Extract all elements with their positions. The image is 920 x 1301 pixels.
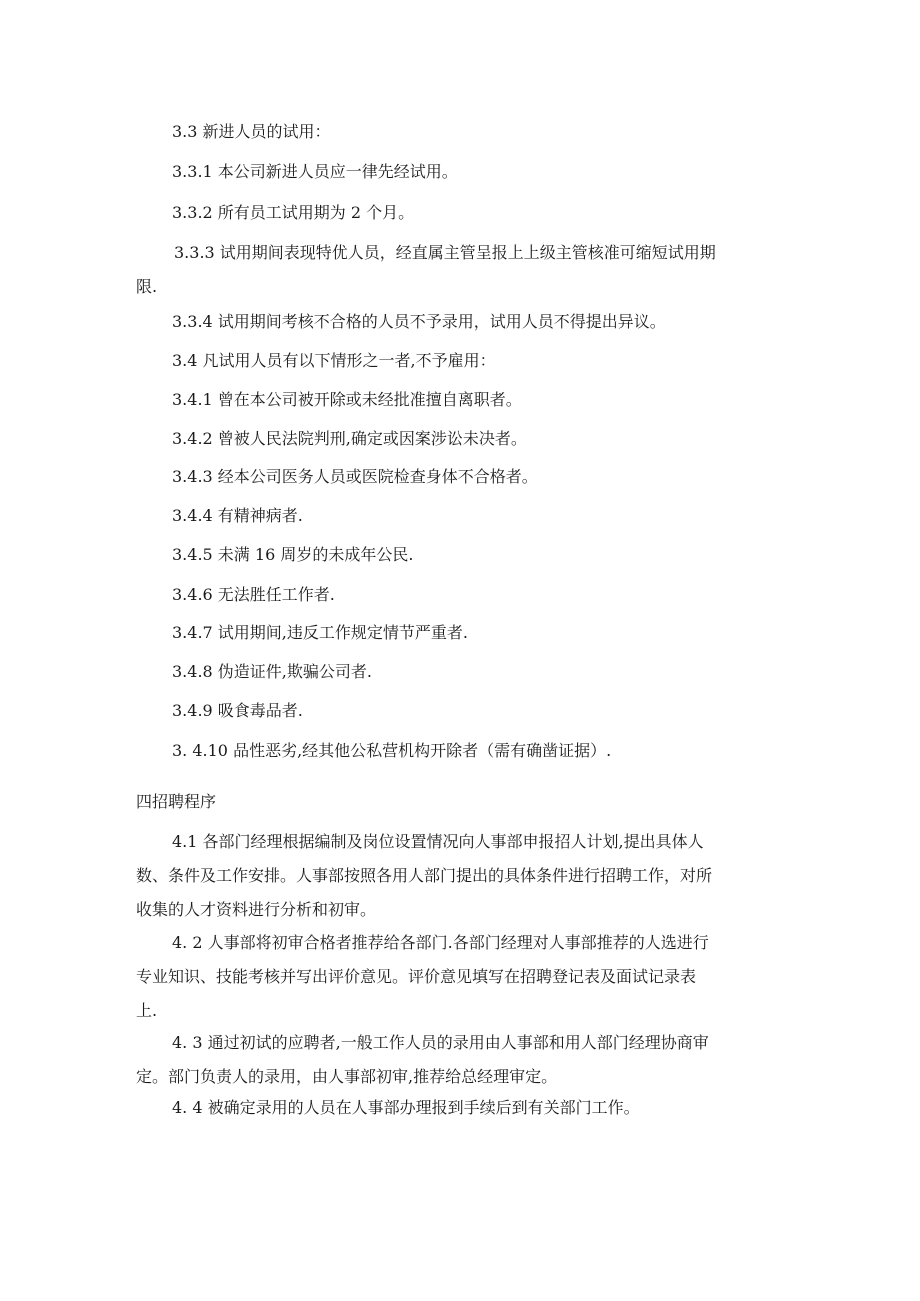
clause-4-3-line-2: 定。部门负责人的录用，由人事部初审,推荐给总经理审定。 <box>136 1067 558 1086</box>
clause-3-4-3: 3.4.3 经本公司医务人员或医院检查身体不合格者。 <box>172 467 538 486</box>
clause-4-3-line-1: 4. 3 通过初试的应聘者,一般工作人员的录用由人事部和用人部门经理协商审 <box>172 1033 709 1052</box>
clause-4-4: 4. 4 被确定录用的人员在人事部办理报到手续后到有关部门工作。 <box>172 1098 640 1117</box>
clause-3-4-2: 3.4.2 曾被人民法院判刑,确定或因案涉讼未决者。 <box>172 429 527 448</box>
clause-4-2-line-3: 上. <box>136 1001 158 1020</box>
clause-3-3: 3.3 新进人员的试用： <box>172 122 331 141</box>
clause-3-3-1: 3.3.1 本公司新进人员应一律先经试用。 <box>172 162 458 181</box>
clause-4-1-line-3: 收集的人才资料进行分析和初审。 <box>136 900 377 919</box>
clause-3-3-3-line-1: 3.3.3 试用期间表现特优人员，经直属主管呈报上上级主管核准可缩短试用期 <box>174 243 716 262</box>
clause-3-4-5: 3.4.5 未满 16 周岁的未成年公民. <box>172 545 414 564</box>
clause-3-4-9: 3.4.9 吸食毒品者. <box>172 701 303 720</box>
clause-4-1 <box>136 832 712 920</box>
clause-3-4-10: 3. 4.10 品性恶劣,经其他公私营机构开除者（需有确凿证据）. <box>172 741 612 760</box>
clause-3-3-4: 3.3.4 试用期间考核不合格的人员不予录用，试用人员不得提出异议。 <box>172 312 666 331</box>
clause-4-1-line-1: 4.1 各部门经理根据编制及岗位设置情况向人事部申报招人计划,提出具体人 <box>172 832 704 851</box>
clause-3-3-3-line-2: 限. <box>136 277 158 296</box>
clause-3-4: 3.4 凡试用人员有以下情形之一者,不予雇用： <box>172 351 496 370</box>
clause-3-4-7: 3.4.7 试用期间,违反工作规定情节严重者. <box>172 623 468 642</box>
clause-3-4-1: 3.4.1 曾在本公司被开除或未经批准擅自离职者。 <box>172 390 522 409</box>
clause-4-1-line-2: 数、条件及工作安排。人事部按照各用人部门提出的具体条件进行招聘工作，对所 <box>136 866 713 885</box>
clause-4-2-line-1: 4. 2 人事部将初审合格者推荐给各部门.各部门经理对人事部推荐的人选进行 <box>172 933 709 952</box>
clause-3-4-6: 3.4.6 无法胜任工作者. <box>172 585 335 604</box>
clause-3-3-2: 3.3.2 所有员工试用期为 2 个月。 <box>172 203 415 222</box>
clause-4-3 <box>136 1033 709 1087</box>
clause-4-2 <box>136 933 709 1021</box>
clause-3-4-8: 3.4.8 伪造证件,欺骗公司者. <box>172 662 372 681</box>
clause-3-4-4: 3.4.4 有精神病者. <box>172 506 303 525</box>
section-heading-recruitment-procedure: 四招聘程序 <box>136 792 217 811</box>
clause-3-3-3 <box>136 243 716 297</box>
clause-4-2-line-2: 专业知识、技能考核并写出评价意见。评价意见填写在招聘登记表及面试记录表 <box>136 967 697 986</box>
